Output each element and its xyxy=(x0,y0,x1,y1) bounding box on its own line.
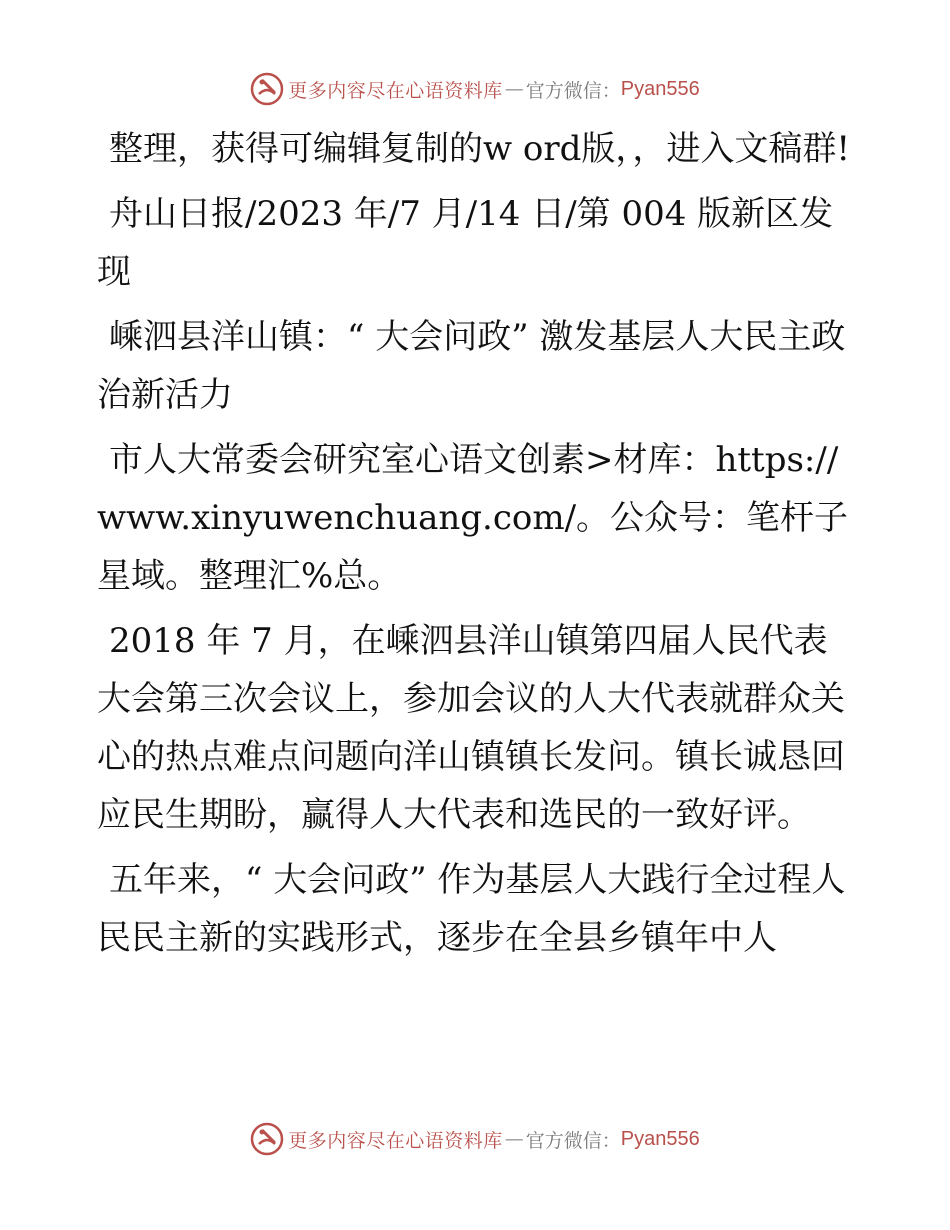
banner-wechat-id: Pyan556 xyxy=(620,77,700,100)
paragraph-body-2: 五年来，“ 大会问政” 作为基层人大践行全过程人民民主新的实践形式，逐步在全县乡镇年中人 xyxy=(97,860,846,958)
banner-separator: — xyxy=(504,1128,524,1150)
book-quill-logo-icon xyxy=(250,1122,284,1156)
banner-text: 更多内容尽在心语资料库 xyxy=(288,79,503,102)
banner-text: 更多内容尽在心语资料库 xyxy=(288,1129,503,1152)
footer-watermark xyxy=(0,1122,950,1156)
paragraph-author: 市人大常委会研究室心语文创素>材库：https://www.xinyuwenchuang.com/。公众号：笔杆子星域。整理汇%总。 xyxy=(97,440,849,596)
banner-wechat-id: Pyan556 xyxy=(620,1127,700,1150)
paragraph-source: 舟山日报/2023 年/7 月/14 日/第 004 版新区发现 xyxy=(97,194,834,292)
banner-wechat-label: 官方微信： xyxy=(525,79,621,102)
article-title: 嵊泗县洋山镇：“ 大会问政” 激发基层人大民主政治新活力 xyxy=(97,317,846,415)
paragraph-body-1: 2018 年 7 月，在嵊泗县洋山镇第四届人民代表大会第三次会议上，参加会议的人大代表就群众关心的热点难点问题向洋山镇镇长发问。镇长诚恳回应民生期盼，赢得人大代表和选民的一致好评。 xyxy=(97,621,845,835)
banner-wechat-label: 官方微信： xyxy=(525,1129,621,1152)
document-body xyxy=(97,120,857,974)
paragraph-intro: 整理，获得可编辑复制的w ord版，，进入文稿群! xyxy=(109,129,851,169)
banner-separator: — xyxy=(504,78,524,100)
header-watermark xyxy=(0,72,950,106)
book-quill-logo-icon xyxy=(250,72,284,106)
